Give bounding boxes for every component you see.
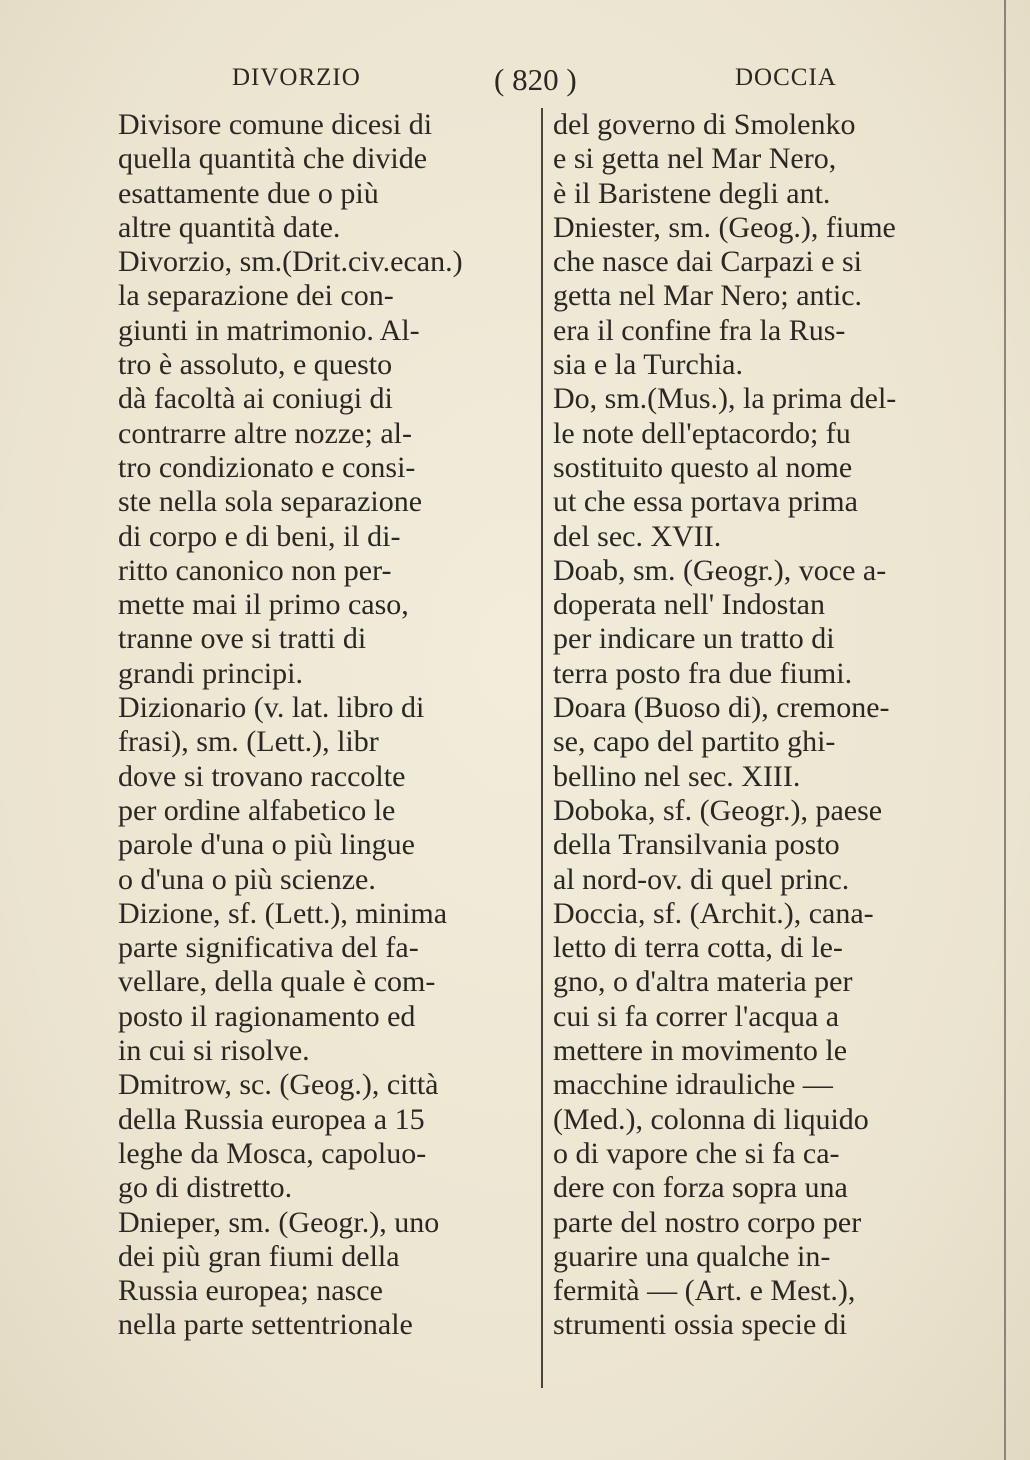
text-line: quella quantità che divide	[118, 142, 428, 176]
text-line: per ordine alfabetico le	[118, 793, 396, 827]
text-line: al nord-ov. di quel princ.	[553, 862, 850, 896]
text-line: guarire una qualche in-	[553, 1239, 831, 1273]
column-divider	[541, 108, 543, 1388]
text-line: nella parte settentrionale	[118, 1308, 413, 1342]
page-edge-line	[1004, 0, 1006, 1460]
text-line: della Russia europea a 15	[118, 1102, 425, 1136]
text-line: la separazione dei con-	[118, 279, 394, 313]
text-line: sia e la Turchia.	[553, 348, 743, 382]
text-line: ut che essa portava prima	[553, 485, 858, 519]
text-line: tro condizionato e consi-	[118, 450, 416, 484]
text-line: esattamente due o più	[118, 176, 379, 210]
text-line: Dizionario (v. lat. libro di	[118, 691, 425, 725]
text-line: o di vapore che si fa ca-	[553, 1136, 840, 1170]
text-line: parole d'una o più lingue	[118, 828, 415, 862]
left-column	[118, 108, 538, 1343]
text-line: Do, sm.(Mus.), la prima del-	[553, 382, 897, 416]
text-line: bellino nel sec. XIII.	[553, 759, 801, 793]
text-line: Russia europea; nasce	[118, 1274, 383, 1308]
text-line: posto il ragionamento ed	[118, 999, 416, 1033]
text-line: Dnieper, sm. (Geogr.), uno	[118, 1205, 440, 1239]
text-line: frasi), sm. (Lett.), libr	[118, 725, 379, 759]
text-line: della Transilvania posto	[553, 828, 840, 862]
text-line: leghe da Mosca, capoluo-	[118, 1136, 427, 1170]
text-line: le note dell'eptacordo; fu	[553, 416, 851, 450]
header-first-entry: DIVORZIO	[232, 64, 361, 91]
text-line: macchine idrauliche —	[553, 1068, 833, 1102]
running-header	[0, 62, 1030, 102]
text-line: del sec. XVII.	[553, 519, 722, 553]
text-line: sostituito questo al nome	[553, 450, 853, 484]
text-line: del governo di Smolenko	[553, 108, 856, 141]
text-line: di corpo e di beni, il di-	[118, 519, 401, 553]
text-line: che nasce dai Carpazi e si	[553, 245, 863, 279]
text-line: go di distretto.	[118, 1171, 293, 1205]
text-line: dere con forza sopra una	[553, 1171, 848, 1205]
text-line: mette mai il primo caso,	[118, 588, 409, 622]
text-line: Doccia, sf. (Archit.), cana-	[553, 896, 874, 930]
text-line: Dmitrow, sc. (Geog.), città	[118, 1068, 439, 1102]
text-line: o d'una o più scienze.	[118, 862, 376, 896]
text-line: e si getta nel Mar Nero,	[553, 142, 837, 176]
text-line: Divorzio, sm.(Drit.civ.ecan.)	[118, 245, 463, 279]
text-line: Dizione, sf. (Lett.), minima	[118, 896, 448, 930]
text-line: Dniester, sm. (Geog.), fiume	[553, 210, 896, 244]
text-line: strumenti ossia specie di	[553, 1308, 848, 1342]
text-line: vellare, della quale è com-	[118, 965, 436, 999]
text-line: (Med.), colonna di liquido	[553, 1102, 869, 1136]
right-column	[553, 108, 973, 1343]
page-number: ( 820 )	[494, 62, 577, 97]
text-line: Divisore comune dicesi di	[118, 108, 433, 141]
text-line: gno, o d'altra materia per	[553, 965, 853, 999]
text-line: mettere in movimento le	[553, 1034, 848, 1068]
text-line: se, capo del partito ghi-	[553, 725, 836, 759]
text-line: parte del nostro corpo per	[553, 1205, 862, 1239]
header-last-entry: DOCCIA	[735, 64, 837, 91]
text-line: fermità — (Art. e Mest.),	[553, 1274, 856, 1308]
text-line: giunti in matrimonio. Al-	[118, 313, 420, 347]
text-line: grandi principi.	[118, 656, 303, 690]
text-line: dove si trovano raccolte	[118, 759, 406, 793]
text-line: ste nella sola separazione	[118, 485, 423, 519]
text-line: cui si fa correr l'acqua a	[553, 999, 840, 1033]
text-line: dei più gran fiumi della	[118, 1239, 400, 1273]
text-line: altre quantità date.	[118, 210, 341, 244]
text-line: ritto canonico non per-	[118, 553, 392, 587]
text-line: dà facoltà ai coniugi di	[118, 382, 393, 416]
text-line: tranne ove si tratti di	[118, 622, 367, 656]
text-line: in cui si risolve.	[118, 1034, 310, 1068]
text-line: parte significativa del fa-	[118, 931, 419, 965]
text-line: è il Baristene degli ant.	[553, 176, 831, 210]
text-line: era il confine fra la Rus-	[553, 313, 846, 347]
text-line: doperata nell' Indostan	[553, 588, 825, 622]
text-line: Doab, sm. (Geogr.), voce a-	[553, 553, 887, 587]
text-line: letto di terra cotta, di le-	[553, 931, 843, 965]
text-line: contrarre altre nozze; al-	[118, 416, 412, 450]
text-line: terra posto fra due fiumi.	[553, 656, 853, 690]
text-line: tro è assoluto, e questo	[118, 348, 393, 382]
text-line: per indicare un tratto di	[553, 622, 835, 656]
text-line: Doara (Buoso di), cremone-	[553, 691, 890, 725]
text-line: getta nel Mar Nero; antic.	[553, 279, 863, 313]
text-line: Doboka, sf. (Geogr.), paese	[553, 793, 883, 827]
